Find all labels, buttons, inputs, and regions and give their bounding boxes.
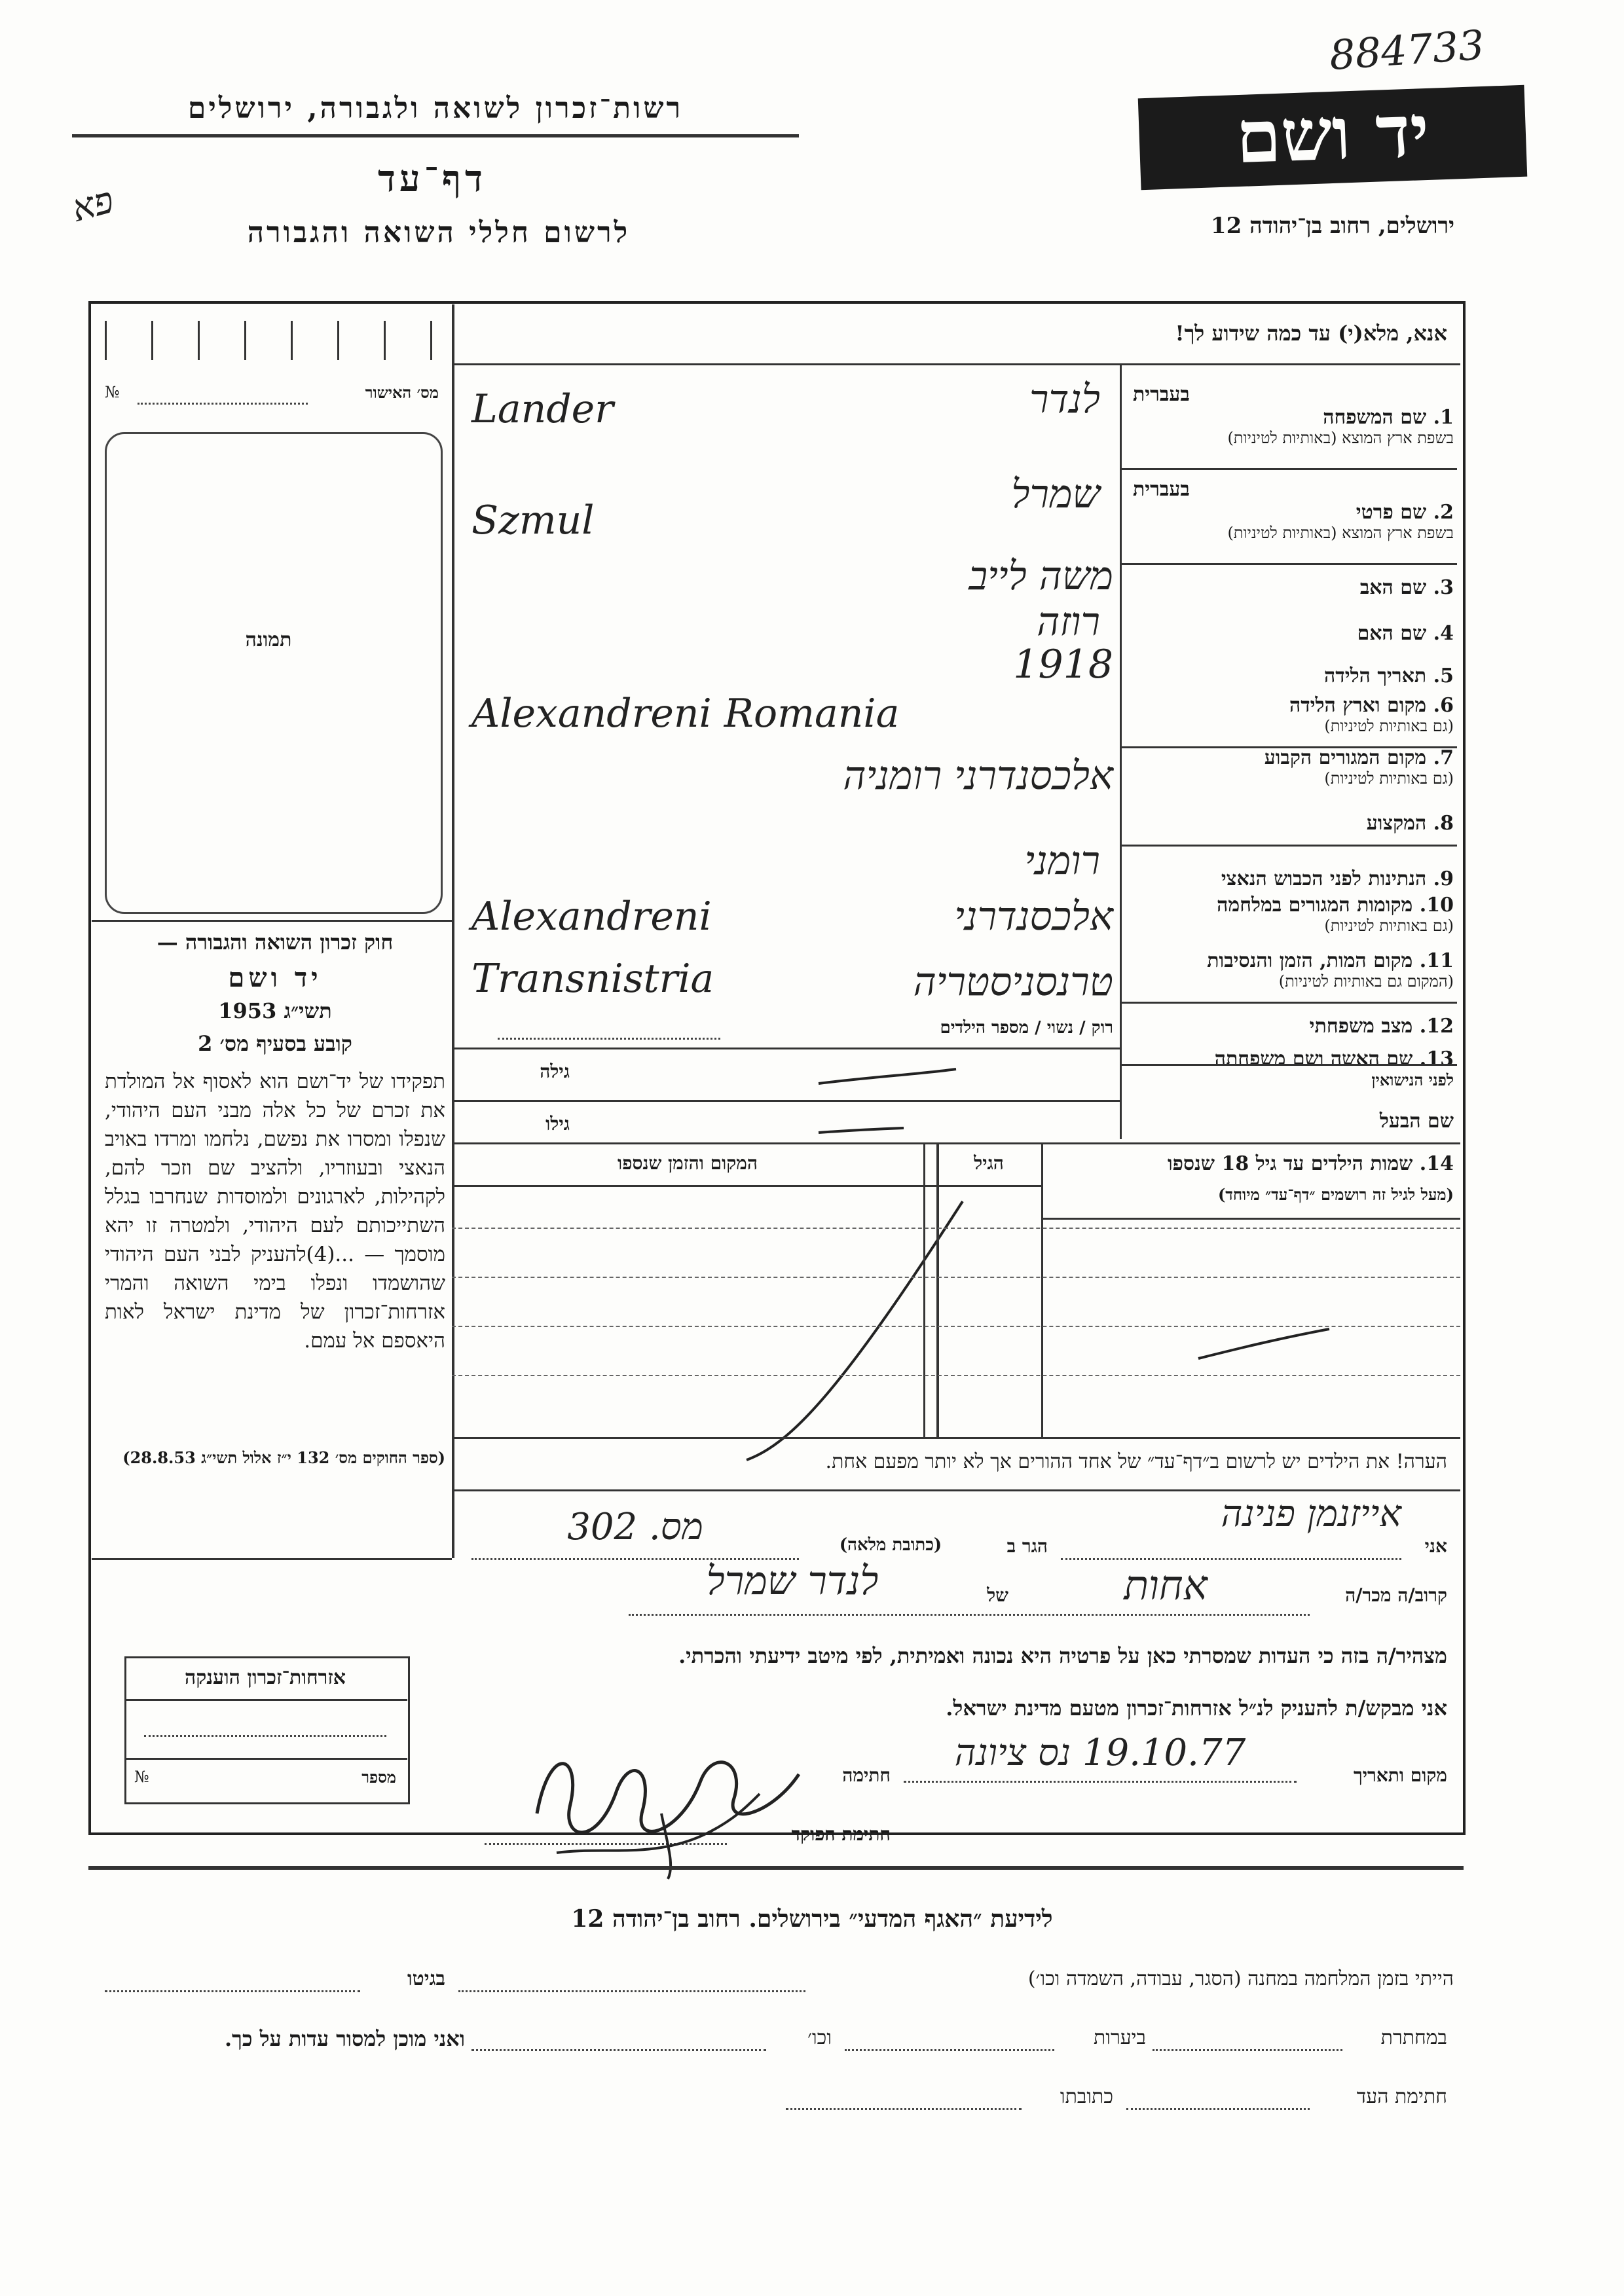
certificate-number-rule (126, 1758, 407, 1760)
relation-field[interactable] (629, 1614, 1310, 1616)
citizenship-request: אני מבקש/ת להעניק לנ״ל אזרחות־זכרון מטעם מדינת ישראל. (946, 1696, 1447, 1721)
footer-camp-field[interactable] (458, 1990, 805, 1992)
strike-children-names (1198, 1329, 1329, 1358)
certificate-number-row (134, 1768, 396, 1787)
law-title: חוק זכרון השואה והגבורה — (157, 930, 394, 955)
first-name-latin-value[interactable]: Szmul (471, 498, 595, 543)
footer-heading: לידיעת ״האגף המדעי״ בירושלים. רחוב בן־יהודה 12 (571, 1905, 1053, 1933)
footer-ghetto-field[interactable] (105, 1990, 360, 1992)
children-age-column: הגיל (974, 1152, 1004, 1174)
field-2-in-hebrew: בעברית (1133, 478, 1190, 501)
children-note: הערה! את הילדים יש לרשום ב״דף־עד״ של אחד ההורים אך לא יותר מפעם אחת. (825, 1450, 1447, 1473)
place-date-field[interactable] (904, 1781, 1297, 1783)
certificate-line-1[interactable] (144, 1735, 386, 1737)
field-6-birth-place-label: 6. מקום וארץ הלידה (גם באותיות לטיניות) (1289, 694, 1454, 735)
place-date-value[interactable]: 19.10.77 נס ציונה (954, 1732, 1246, 1774)
birth-place-value[interactable]: Alexandreni Romania (471, 691, 900, 737)
footer-witness-signature-field[interactable] (1126, 2108, 1310, 2110)
children-place-column: המקום והזמן שנספו (618, 1152, 758, 1174)
footer-camp-label: הייתי בזמן המלחמה במחנה (הסגר, עבודה, השמדה וכו׳) (1027, 1967, 1454, 1990)
certificate-title-rule (126, 1699, 407, 1701)
field-12-marital-status-label: 12. מצב משפחתי (1309, 1015, 1454, 1038)
field-1-family-name-label: בעברית 1. שם המשפחה בשפת ארץ המוצא (באותיות לטיניות) (1133, 383, 1454, 447)
wartime-residence-hebrew-value[interactable]: אלכסנדרני (954, 894, 1113, 939)
birth-date-value[interactable]: 1918 (1013, 642, 1113, 687)
tick-marks (105, 321, 432, 360)
archive-number: 884733 (1327, 20, 1486, 80)
residence-value[interactable]: אלכסנדרני רומניה (843, 753, 1113, 799)
approval-number-symbol: № (105, 383, 120, 401)
mother-name-value[interactable]: רוזה (1037, 599, 1100, 645)
father-name-value[interactable]: משה לייב (969, 553, 1113, 599)
footer-rule (88, 1866, 1464, 1870)
footer-witness-signature-label: חתימת העד (1356, 2085, 1447, 2108)
certificate-number-label: מספר (361, 1768, 396, 1787)
death-place-latin-value[interactable]: Transnistria (471, 956, 714, 1002)
children-header: 14. שמות הילדים עד גיל 18 שנספו (1167, 1152, 1454, 1175)
declaration-i-label: אני (1424, 1535, 1447, 1557)
footer-etc-label: וכו׳ (807, 2026, 832, 2049)
field-2-first-name-label: בעברית 2. שם פרטי בשפת ארץ המוצא (באותיות לטיניות) (1133, 478, 1454, 542)
children-header-rule (452, 1185, 1041, 1187)
photo-label: תמונה (245, 629, 292, 651)
field-10-wartime-residence-label: 10. מקומות המגורים במלחמה (גם באותיות לטיניות) (1217, 894, 1454, 935)
footer-ghetto-label: בגיטו (407, 1967, 445, 1990)
field-4-mother-name-label: 4. שם האם (1357, 622, 1454, 645)
certificate-number-symbol: № (134, 1768, 149, 1786)
children-row-2[interactable] (452, 1277, 1460, 1279)
law-title-yad-vashem: יד ושם (228, 962, 322, 993)
children-row-3[interactable] (452, 1326, 1460, 1328)
footer-underground-field[interactable] (1153, 2049, 1342, 2051)
children-subheader: (מעל לגיל זה רושמים ״דף־עד״ מיוחד) (1217, 1185, 1454, 1204)
children-row-4[interactable] (452, 1375, 1460, 1377)
officer-signature-label: חתימת הפוקד (791, 1823, 891, 1845)
first-name-hebrew-value[interactable]: שמרל (1011, 471, 1100, 517)
children-bottom-rule (452, 1437, 1460, 1439)
husband-name-label: שם הבעל (1379, 1110, 1454, 1133)
note-rule (452, 1489, 1460, 1491)
handwriting-strokes (452, 363, 1460, 1542)
family-name-latin-value[interactable]: Lander (471, 386, 614, 432)
family-name-hebrew-value[interactable]: לנדר (1029, 376, 1100, 422)
nationality-value[interactable]: רומני (1024, 838, 1100, 884)
submitter-name-field[interactable] (1061, 1558, 1401, 1560)
signature-stroke-2 (557, 1794, 760, 1853)
submitter-name-value[interactable]: אייזנמן פנינה (1221, 1493, 1401, 1535)
law-body: תפקידו של יד־ושם הוא לאסוף אל המולדת את זכרם של כל אלה מבני העם היהודי, שנפלו ומסרו את נפשם, נלחמו ומרדו באויב הנאצי ובעוזריו, ולהציב שם וזכר להם, לקהילות, לארגונים ולמוסדות שנחרבו בגלל השתייכותם לעם היהודי, ולמטרה זו יהא מוסמך — ...(4)להעניק לבני העם היהודי שהושמדו ונפלו בימי השואה והמרי אזרחות־זכרון של מדינת ישראל לאות היאספם אל עמם. (105, 1070, 445, 1353)
approval-number-label: מס׳ האישור (365, 383, 439, 402)
yad-vashem-logo: יד ושם (1138, 85, 1528, 191)
relation-label: קרוב/ה מכר/ה (1345, 1584, 1447, 1606)
instruction-text: אנא, מלא(י) עד כמה שידוע לך! (1175, 321, 1447, 346)
field-11-death-place-label: 11. מקום המות, הזמן והנסיבות (המקום גם באותיות לטיניות) (1207, 949, 1454, 991)
field-7-residence-label: 7. מקום המגורים הקבוע (גם באותיות לטיניות) (1264, 746, 1454, 788)
of-label: של (987, 1584, 1008, 1606)
signature-stroke-1 (537, 1762, 799, 1832)
residing-label: הגר ב (1006, 1535, 1048, 1557)
form-subtitle: לרשום חללי השואה והגבורה (247, 216, 631, 249)
children-subheader-rule (1041, 1218, 1460, 1220)
footer-witness-address-field[interactable] (786, 2108, 1022, 2110)
wartime-residence-latin-value[interactable]: Alexandreni (471, 894, 712, 939)
law-bottom-rule (92, 1558, 452, 1560)
children-row-1[interactable] (452, 1228, 1460, 1230)
death-place-hebrew-value[interactable]: טרנסניסטריה (913, 959, 1113, 1005)
law-source: (ספר החוקים מס׳ 132 י״ז אלול תשי״ג 28.8.53) (122, 1448, 445, 1467)
approval-number-row (105, 383, 439, 403)
approval-number-field[interactable] (138, 403, 308, 405)
marital-status-options: רוק / נשוי / מספר הילדים (940, 1018, 1113, 1038)
certificate-title: אזרחות־זכרון הוענקה (184, 1666, 346, 1689)
law-clause: קובע בסעיף מס׳ 2 (198, 1031, 352, 1056)
footer-underground-label: במחתרת (1380, 2026, 1447, 2049)
relation-value[interactable]: אחות (1124, 1561, 1208, 1609)
handwritten-signature (511, 1715, 825, 1886)
place-date-label: מקום ותאריך (1353, 1764, 1447, 1786)
field-13-wife-name-label: 13. שם האשה ושם משפחתה לפני הנישואין (1214, 1048, 1454, 1089)
law-top-rule (92, 920, 452, 922)
footer-forests-label: ביערות (1093, 2026, 1146, 2049)
address-hint: (כתובת מלאה) (839, 1535, 942, 1555)
husband-age-label: גילו (545, 1113, 570, 1135)
declaration-statement: מצהיר/ה בזה כי העדות שמסרתי כאן על פרטיה היא נכונה ואמיתית, לפי מיטב ידיעתי והכרתי. (678, 1643, 1447, 1668)
field-1-in-hebrew: בעברית (1133, 383, 1190, 406)
field-9-nationality-label: 9. הנתינות לפני הכבוש הנאצי (1221, 867, 1454, 890)
signature-label: חתימה (842, 1764, 891, 1786)
form-title: דף־עד (377, 157, 487, 200)
field-8-profession-label: 8. המקצוע (1366, 812, 1454, 835)
footer-testimony-label: ואני מוכן למסור עדות על כך. (224, 2026, 465, 2051)
field-5-birth-date-label: 5. תאריך הלידה (1324, 665, 1454, 687)
wife-age-label: גילה (540, 1061, 570, 1082)
yad-vashem-address: ירושלים, רחוב בן־יהודה 12 (1210, 213, 1455, 239)
strike-children-place (747, 1201, 963, 1460)
of-value[interactable]: לנדר שמרל (706, 1558, 879, 1604)
dash-husband-name (819, 1128, 904, 1133)
header-rule (72, 134, 799, 137)
authority-name: רשות־זכרון לשואה ולגבורה, ירושלים (187, 92, 684, 125)
address-value[interactable]: מס. 302 (567, 1506, 703, 1548)
law-year: תשי״ג 1953 (218, 998, 332, 1023)
photo-box (105, 432, 443, 914)
margin-note: פא (67, 178, 119, 231)
field-3-father-name-label: 3. שם האב (1359, 576, 1454, 599)
footer-witness-address-label: כתובתו (1060, 2085, 1113, 2108)
footer-forests-field[interactable] (845, 2049, 1054, 2051)
dash-wife-name (819, 1069, 956, 1084)
children-col-divider-1 (1041, 1142, 1043, 1437)
footer-etc-field[interactable] (471, 2049, 766, 2051)
